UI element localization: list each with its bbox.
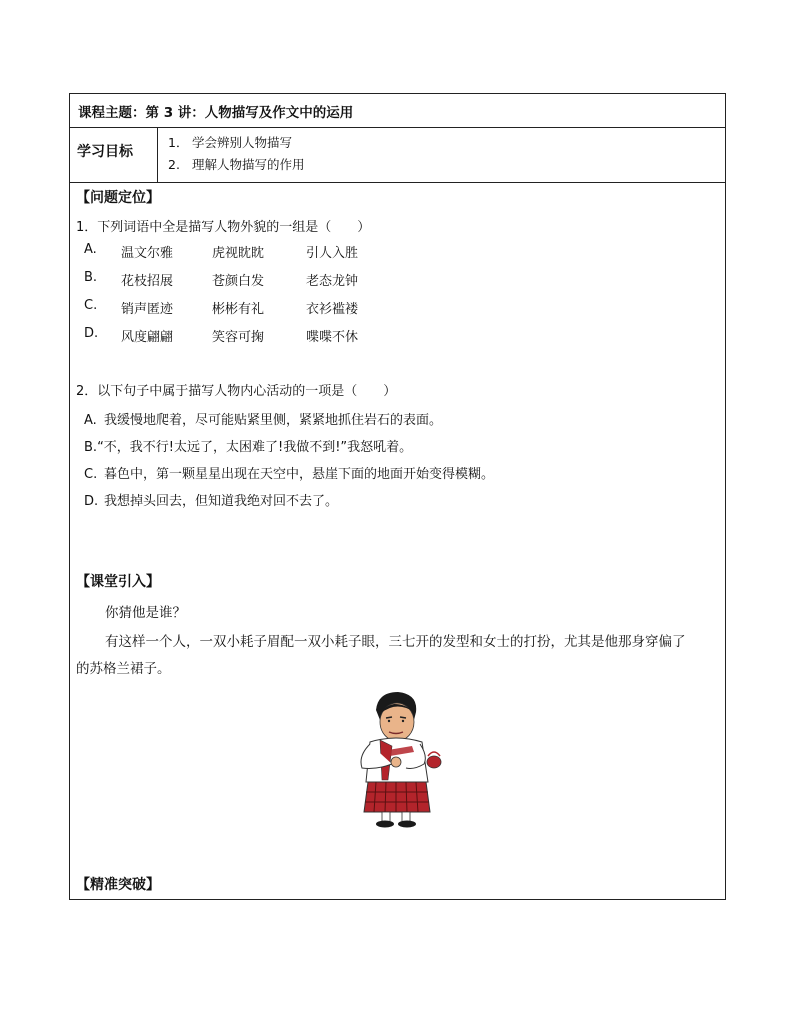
goals-row <box>70 128 725 183</box>
option-letter: A. <box>84 413 97 428</box>
q1-option-d <box>84 326 384 345</box>
title-row <box>70 94 725 128</box>
option-word: 彬彬有礼 <box>212 302 265 317</box>
option-word: 温文尔雅 <box>121 246 174 261</box>
intro-paragraph-line: 的苏格兰裙子。 <box>76 661 171 677</box>
q1-option-a <box>84 242 384 261</box>
option-word: 引人入胜 <box>306 246 359 261</box>
goal-text: 学会辨别人物描写 <box>192 135 293 150</box>
option-word: 虎视眈眈 <box>212 246 265 261</box>
option-word: 衣衫褴褛 <box>306 302 359 317</box>
q1-option-b <box>84 270 384 289</box>
q1-option-c <box>84 298 384 317</box>
goal-item <box>168 155 305 173</box>
option-letter: B. <box>84 270 98 285</box>
option-text: 暮色中，第一颗星星出现在天空中，悬崖下面的地面开始变得模糊。 <box>104 467 495 482</box>
goal-number: 1． <box>168 135 189 150</box>
q2-option-d <box>84 490 338 509</box>
goal-text: 理解人物描写的作用 <box>192 157 305 172</box>
question-1-stem: 1．下列词语中全是描写人物外貌的一组是（ ） <box>76 220 371 235</box>
intro-paragraph-line: 有这样一个人，一双小耗子眉配一双小耗子眼，三七开的发型和女士的打扮，尤其是他那身穿偏了 <box>105 634 686 650</box>
option-word: 风度翩翩 <box>121 330 174 345</box>
option-word: 苍颜白发 <box>212 274 265 289</box>
q2-option-a <box>84 409 442 428</box>
option-letter: A. <box>84 242 97 257</box>
intro-question: 你猜他是谁？ <box>105 605 186 621</box>
option-word: 老态龙钟 <box>306 274 359 289</box>
section-heading-intro: 【课堂引入】 <box>76 574 160 590</box>
lesson-sheet <box>69 93 726 900</box>
goals-label-cell <box>70 128 158 182</box>
option-text: 我想掉头回去，但知道我绝对回不去了。 <box>104 494 339 509</box>
option-word: 喋喋不休 <box>306 330 359 345</box>
option-letter: C. <box>84 298 98 313</box>
goals-label: 学习目标 <box>77 144 133 160</box>
question-2-stem: 2．以下句子中属于描写人物内心活动的一项是（ ） <box>76 384 397 399</box>
option-letter: C. <box>84 467 98 482</box>
goal-number: 2. <box>168 157 180 172</box>
section-heading-problem: 【问题定位】 <box>76 190 160 206</box>
option-text: “不，我不行!太远了，太困难了!我做不到!”我怒吼着。 <box>97 440 413 455</box>
option-letter: B. <box>84 440 98 455</box>
goal-item <box>168 133 292 151</box>
option-letter: D. <box>84 494 99 509</box>
section-heading-breakthrough: 【精准突破】 <box>76 877 160 893</box>
option-word: 销声匿迹 <box>121 302 174 317</box>
option-word: 花枝招展 <box>121 274 174 289</box>
option-text: 我缓慢地爬着，尽可能贴紧里侧，紧紧地抓住岩石的表面。 <box>104 413 443 428</box>
q2-option-b <box>84 436 412 455</box>
q2-option-c <box>84 463 494 482</box>
option-letter: D. <box>84 326 99 341</box>
page-title: 课程主题：第 3 讲：人物描写及作文中的运用 <box>78 105 354 121</box>
kilt-man-illustration <box>336 690 456 830</box>
option-word: 笑容可掬 <box>212 330 265 345</box>
